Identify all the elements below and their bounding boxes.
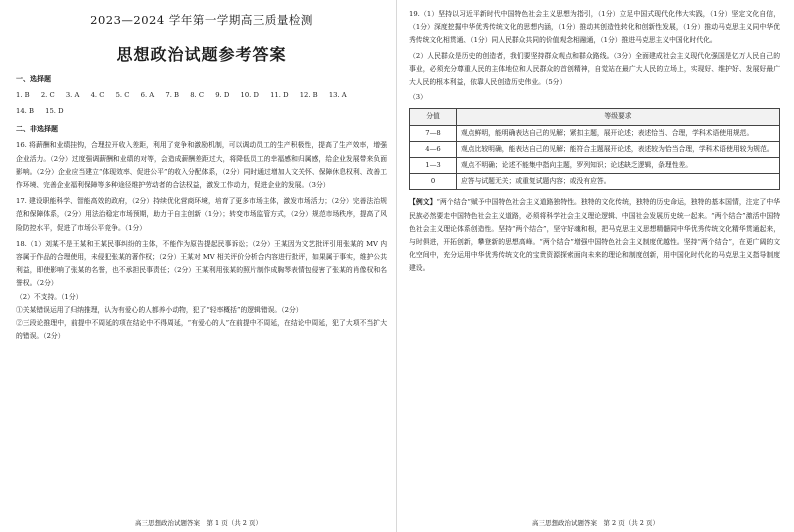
example-essay <box>409 196 780 275</box>
rubric-header-row <box>410 109 780 125</box>
answer-10: 10. D <box>240 91 259 99</box>
example-text: “两个结合”赋予中国特色社会主义道路独特性。独特的文化传统，独特的历史命运，独特的基本国情，注定了中华民族必然要走中国特色社会主义道路，必须将科学社会主义理论逻辑、中国社会发展历史统一起来。“两个结合”激活中国特色社会主义理论体系创造性。坚持“两个结合”，坚守好魂和根，把马克思主义思想精髓同中华优秀传统文化精华贯通起来，与时俱进，开拓创新，攀登新的思想高峰。“两个结合”增强中国特色社会主义制度优越性。坚持“两个结合”，在更广阔的文化空间中，充分运用中华优秀传统文化的宝贵资源探索面向未来的理论和制度创新，用中国化时代化的马克思主义指导制度建设。 <box>409 198 781 273</box>
answer-4: 4. C <box>90 91 105 99</box>
section2-heading: 二、非选择题 <box>16 125 58 134</box>
answer-12: 12. B <box>299 91 318 99</box>
answer-14: 14. B <box>16 107 34 116</box>
rubric-score: 4—6 <box>410 141 457 157</box>
section1-heading: 一、选择题 <box>16 75 51 83</box>
rubric-header-requirement: 等级要求 <box>457 109 780 125</box>
question-18-part1: 18.（1）刘某不是王某和王某民事纠纷的主体，不能作为原告提起民事诉讼；（2分）王某因为文艺批评引用张某的 MV 内容属于作品的合理使用，未侵犯张某的著作权；（2分）王某对 MV 相关评价分析合内容进行批评，如果属于事实，维护公共利益，即使影响了张某的名誉，也不承担民事责任；（2分）王某利用张某的照片制作成胸琴表情包侵害了张某的肖像权和名誉权。（2分） <box>16 239 387 288</box>
answer-6: 6. A <box>140 91 155 99</box>
question-18-point1: ①关某错误运用了归纳推理，认为有爱心的人都养小动物，犯了“轻率概括”的逻辑错误。（2分） <box>16 305 303 314</box>
question-18-point2: ②三段论推理中，前提中不周延的项在结论中不得周延，“有爱心的人”在前提中不周延，在结论中周延，犯了大项不当扩大的错误。（2分） <box>16 319 387 341</box>
rubric-requirement: 观点比较明确，能表达自己的见解；能符合主题展开论述，表述较为恰当合理，学科术语使用较为规范。 <box>457 141 780 157</box>
footer-page-2: 高三思想政治试题答案 第 2 页（共 2 页） <box>531 519 660 527</box>
answer-15: 15. D <box>45 107 64 116</box>
answer-9: 9. D <box>215 91 230 99</box>
answer-3: 3. A <box>65 91 80 99</box>
rubric-row <box>410 141 780 157</box>
rubric-row <box>410 125 780 141</box>
answer-row-2 <box>16 105 387 118</box>
main-title: 思想政治试题参考答案 <box>116 45 287 64</box>
rubric-requirement: 观点不明确；论述不能集中指向主题，罗列知识；论述缺乏逻辑，条理性差。 <box>457 158 780 174</box>
question-16-answer: 16. 将薪酬和业绩挂钩，合理拉开收入差距，利用了竞争和激励机制，可以调动员工的生产积极性，提高了生产效率，增强企业活力。（2分）过度强调薪酬和业绩的对等，会造成薪酬差距过大，将降低员工的幸福感和归属感，给企业发展带来负面影响。（2分）企业应当建立“体现效率、促进公平”的收入分配体系，（2分）同时通过增加人文关怀、保障休息权利、改善工作环境、完善企业福利保障等多种途径维护劳动者的合法权益，激发工作动力，促进企业的发展。（3分） <box>16 141 387 190</box>
rubric-score: 7—8 <box>410 125 457 141</box>
answer-11: 11. D <box>270 91 289 99</box>
answer-7: 7. B <box>165 91 180 99</box>
answer-13: 13. A <box>328 91 347 99</box>
answer-row-1 <box>16 89 387 102</box>
question-17-answer: 17. 建设职能科学、智能高效的政府，（2分）持续优化营商环境，培育了更多市场主体，激发市场活力；（2分）完善法治规范和保障体系，（2分）用法治稳定市场预期，助力于自主创新（1分）；转变市场监管方式，（2分）规范市场秩序，提高了风险防控水平，促进了市场公平竞争。（1分） <box>16 197 387 232</box>
rubric-requirement: 应答与试题无关；或重复试题内容；或没有应答。 <box>457 174 780 190</box>
rubric-row <box>410 158 780 174</box>
question-19-part1: 19.（1）坚持以习近平新时代中国特色社会主义思想为指引，（1分）立足中国式现代化伟大实践，（1分）坚定文化自信，（1分）深度挖掘中华优秀传统文化的思想内涵，（1分）推动其创造性转化和创新性发展，（1分）推动马克思主义同中华优秀传统文化相贯通、（1分）同人民群众共同的价值观念相融通，（1分）推进马克思主义中国化时代化。 <box>409 10 780 45</box>
question-18-part2: （2）不支持。（1分） <box>16 292 83 301</box>
rubric-score: 0 <box>410 174 457 190</box>
answer-1: 1. B <box>16 91 30 99</box>
rubric-score: 1—3 <box>410 158 457 174</box>
answer-5: 5. C <box>115 91 130 99</box>
question-19-part2: （2）人民群众是历史的创造者，我们要坚持群众观点和群众路线。（3分）全面建成社会主义现代化强国是亿万人民自己的事业，必须充分尊重人民的主体地位和人民群众的首创精神，自觉站在最广大人民的立场上，实现好、维护好、发展好最广大人民的根本利益，依靠人民创造历史伟业。（5分） <box>409 51 780 87</box>
rubric-requirement: 观点鲜明，能明确表达自己的见解；紧扣主题，展开论述；表述恰当、合理，学科术语使用规范。 <box>457 125 780 141</box>
question-19-part3: （3） <box>409 93 427 102</box>
answer-2: 2. C <box>40 91 55 99</box>
rubric-header-score: 分值 <box>410 109 457 125</box>
page-2 <box>397 0 794 532</box>
example-tag: 【例文】 <box>409 198 437 207</box>
rubric-table <box>409 108 780 190</box>
rubric-row <box>410 174 780 190</box>
footer-page-1: 高三思想政治试题答案 第 1 页（共 2 页） <box>134 519 263 527</box>
exam-title: 2023—2024 学年第一学期高三质量检测 <box>90 13 313 27</box>
answer-8: 8. C <box>190 91 205 99</box>
